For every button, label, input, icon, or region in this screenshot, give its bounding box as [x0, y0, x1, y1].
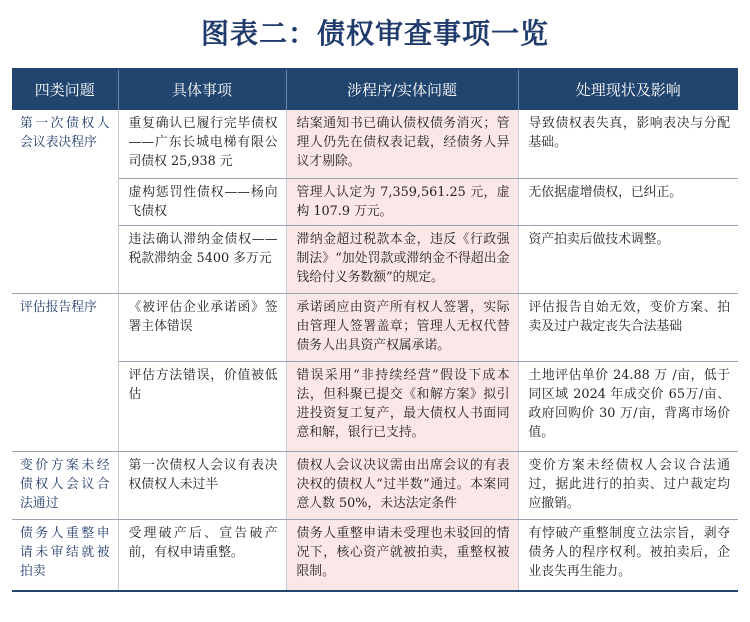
review-table [12, 68, 738, 592]
status-cell: 导致债权表失真，影响表决与分配基础。 [518, 110, 738, 178]
status-cell: 评估报告自始无效，变价方案、拍卖及过户裁定丧失合法基础 [518, 293, 738, 361]
table-row [12, 178, 738, 225]
item-cell: 评估方法错误，价值被低估 [118, 361, 286, 451]
table-header-row [12, 69, 738, 110]
item-cell: 违法确认滞纳金债权——税款滞纳金 5400 多万元 [118, 225, 286, 293]
issue-cell: 承诺函应由资产所有权人签署，实际由管理人签署盖章；管理人无权代替债务人出具资产权属承诺。 [286, 293, 518, 361]
issue-cell: 管理人认定为 7,359,561.25 元，虚构 107.9 万元。 [286, 178, 518, 225]
header-item: 具体事项 [118, 69, 286, 110]
table-row [12, 451, 738, 519]
status-cell: 土地评估单价 24.88 万 /亩，低于同区域 2024 年成交价 65万/亩、政府回购价 30 万/亩，背离市场价值。 [518, 361, 738, 451]
header-issue: 涉程序/实体问题 [286, 69, 518, 110]
header-category: 四类问题 [12, 69, 118, 110]
header-status: 处理现状及影响 [518, 69, 738, 110]
status-cell: 无依据虚增债权，已纠正。 [518, 178, 738, 225]
table-row [12, 225, 738, 293]
category-cell: 第一次债权人会议表决程序 [12, 110, 118, 293]
item-cell: 《被评估企业承诺函》签署主体错误 [118, 293, 286, 361]
item-cell: 第一次债权人会议有表决权债权人未过半 [118, 451, 286, 519]
category-cell: 债务人重整申请未审结就被拍卖 [12, 519, 118, 591]
issue-cell: 滞纳金超过税款本金，违反《行政强制法》“加处罚款或滞纳金不得超出金钱给付义务数额”的规定。 [286, 225, 518, 293]
issue-cell: 错误采用“非持续经营”假设下成本法，但科聚已提交《和解方案》拟引进投资复工复产，最大债权人书面同意和解，银行已支持。 [286, 361, 518, 451]
table-row [12, 110, 738, 178]
table-row [12, 293, 738, 361]
item-cell: 重复确认已履行完毕债权——广东长城电梯有限公司债权 25,938 元 [118, 110, 286, 178]
page-title: 图表二：债权审查事项一览 [200, 17, 549, 50]
issue-cell: 结案通知书已确认债权债务消灭；管理人仍先在债权表记载，经债务人异议才剔除。 [286, 110, 518, 178]
status-cell: 资产拍卖后做技术调整。 [518, 225, 738, 293]
table-row [12, 519, 738, 591]
status-cell: 变价方案未经债权人会议合法通过，据此进行的拍卖、过户裁定均应撤销。 [518, 451, 738, 519]
item-cell: 受理破产后、宣告破产前，有权申请重整。 [118, 519, 286, 591]
issue-cell: 债务人重整申请未受理也未驳回的情况下，核心资产就被拍卖，重整权被限制。 [286, 519, 518, 591]
status-cell: 有悖破产重整制度立法宗旨，剥夺债务人的程序权利。被拍卖后，企业丧失再生能力。 [518, 519, 738, 591]
table-row [12, 361, 738, 451]
category-cell: 变价方案未经债权人会议合法通过 [12, 451, 118, 519]
category-cell: 评估报告程序 [12, 293, 118, 451]
item-cell: 虚构惩罚性债权——杨向飞债权 [118, 178, 286, 225]
issue-cell: 债权人会议决议需由出席会议的有表决权的债权人“过半数”通过。本案同意人数 50%，未达法定条件 [286, 451, 518, 519]
